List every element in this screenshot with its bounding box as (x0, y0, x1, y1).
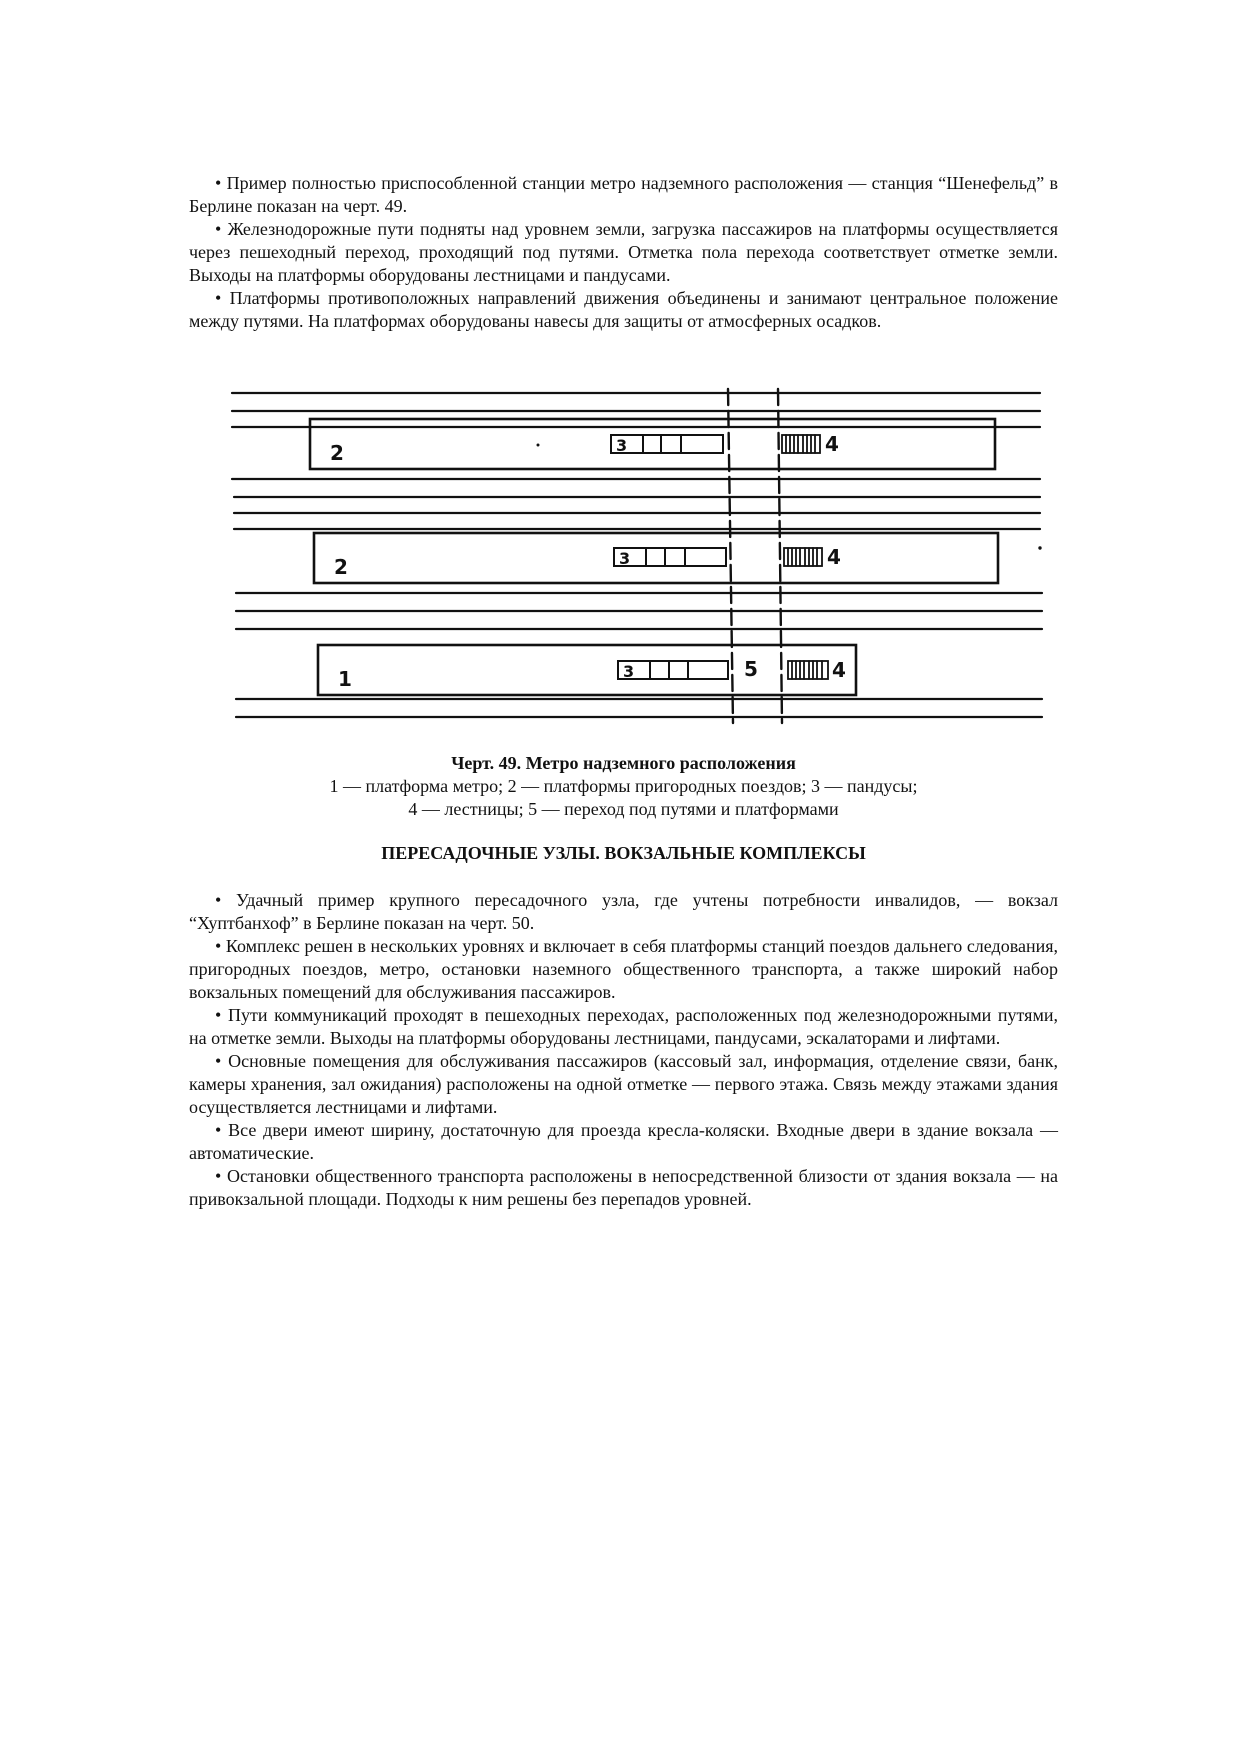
paragraph: • Пути коммуникаций проходят в пешеходных переходах, расположенных под железнодорожными путями, на отметке земли. Выходы на платформы оборудованы лестницами, пандусами, эскалаторами и лифтами. (189, 1005, 1058, 1048)
figure-49-drawing (228, 383, 1046, 731)
paragraph: • Удачный пример крупного пересадочного узла, где учтены потребности инвалидов, — вокзал “Хуптбанхоф” в Берлине показан на черт. 50. (189, 890, 1058, 933)
track-lines (232, 393, 1042, 717)
label-3-bottom: 3 (623, 662, 635, 681)
label-2-top: 2 (330, 441, 344, 465)
stairs (782, 435, 828, 679)
figure-legend-line: 4 — лестницы; 5 — переход под путями и платформами (408, 799, 839, 819)
platforms (310, 419, 998, 695)
label-2-middle: 2 (334, 555, 348, 579)
label-4-top: 4 (825, 432, 839, 456)
paragraph: • Основные помещения для обслуживания пассажиров (кассовый зал, информация, отделение связи, банк, камеры хранения, зал ожидания) расположены на одной отметке — первого этажа. Связь между этажами здания осуществляется лестницами и лифтами. (189, 1051, 1058, 1117)
figure-legend-line: 1 — платформа метро; 2 — платформы пригородных поездов; 3 — пандусы; (329, 776, 918, 796)
paragraph: • Пример полностью приспособленной станции метро надземного расположения — станция “Шенефельд” в Берлине показан на черт. 49. (189, 173, 1058, 216)
paragraph: • Комплекс решен в нескольких уровнях и включает в себя платформы станций поездов дальнего следования, пригородных поездов, метро, остановки наземного общественного транспорта, а также широкий набор вокзальных помещений для обслуживания пассажиров. (189, 936, 1058, 1002)
intro-text (189, 172, 1058, 333)
paragraph: • Остановки общественного транспорта расположены в непосредственной близости от здания вокзала — на привокзальной площади. Подходы к ним решены без перепадов уровней. (189, 1166, 1058, 1209)
label-3-top: 3 (616, 436, 628, 455)
label-3-middle: 3 (619, 549, 631, 568)
label-5: 5 (744, 657, 758, 681)
label-4-bottom: 4 (832, 658, 846, 682)
figure-caption-title: Черт. 49. Метро надземного расположения (451, 753, 796, 773)
section-text (189, 889, 1058, 1211)
label-1: 1 (338, 667, 352, 691)
paragraph: • Платформы противоположных направлений движения объединены и занимают центральное положение между путями. На платформах оборудованы навесы для защиты от атмосферных осадков. (189, 288, 1058, 331)
paragraph: • Все двери имеют ширину, достаточную для проезда кресла-коляски. Входные двери в здание вокзала — автоматические. (189, 1120, 1058, 1163)
section-heading: ПЕРЕСАДОЧНЫЕ УЗЛЫ. ВОКЗАЛЬНЫЕ КОМПЛЕКСЫ (381, 843, 866, 863)
label-4-middle: 4 (827, 545, 841, 569)
paragraph: • Железнодорожные пути подняты над уровнем земли, загрузка пассажиров на платформы осуществляется через пешеходный переход, проходящий под путями. Отметка пола перехода соответствует отметке земли. Выходы на платформы оборудованы лестницами и пандусами. (189, 219, 1058, 285)
